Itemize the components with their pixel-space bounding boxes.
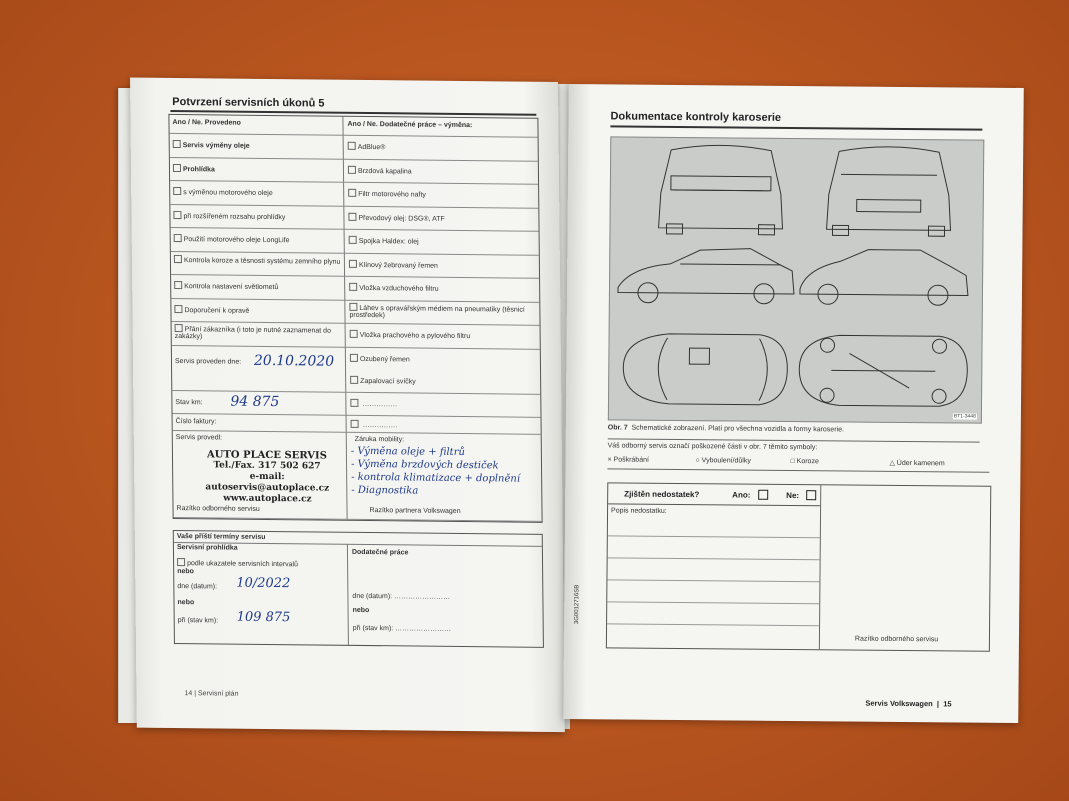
km-label: Stav km:: [175, 398, 203, 406]
left-page-title: Potvrzení servisních úkonů 5: [172, 95, 325, 110]
right-item: Zapalovací svíčky: [360, 377, 416, 386]
pri-value: 109 875: [236, 609, 291, 626]
ano-checkbox[interactable]: [758, 490, 768, 500]
left-item: Doporučení k opravě: [184, 306, 250, 315]
right-stamp-label: Razítko odborného servisu: [854, 635, 939, 644]
right-item: Klínový žebrovaný řemen: [358, 261, 438, 270]
left-item: Kontrola nastavení světlometů: [184, 283, 279, 292]
left-footer: 14 | Servisní plán: [184, 690, 239, 698]
left-item: s výměnou motorového oleje: [183, 189, 273, 198]
symbol-dent: ○ Vyboulení/důlky: [695, 457, 751, 465]
right-item: Brzdová kapalina: [357, 167, 412, 175]
servis-provedl-label: Servis provedl:: [175, 433, 223, 442]
hand-note: - kontrola klimatizace + doplnění: [351, 471, 521, 485]
hand-note: - Výměna oleje + filtrů: [350, 445, 465, 458]
left-item: Kontrola koroze a těsnosti systému zemního plynu: [183, 256, 341, 266]
next-col1: Servisní prohlídka: [176, 544, 238, 552]
servis-date-value: 20.10.2020: [253, 352, 335, 370]
service-stamp: AUTO PLACE SERVIS Tel./Fax. 317 502 627 e-mail: autoservis@autoplace.cz www.autoplace.cz: [205, 448, 330, 504]
left-page: [130, 78, 565, 733]
right-footer: Servis Volkswagen | 15: [865, 698, 952, 709]
found-label: Zjištěn nedostatek?: [624, 489, 700, 500]
zaruka-label: Záruka mobility:: [354, 435, 405, 443]
left-item: při rozšířeném rozsahu prohlídky: [183, 212, 286, 221]
ne-label: Ne:: [786, 490, 800, 501]
right-item: Vložka vzduchového filtru: [359, 284, 439, 293]
km-value: 94 875: [230, 393, 280, 410]
symbol-scratch: × Poškrábání: [607, 456, 649, 464]
damage-form: [606, 482, 991, 651]
figure-code: BT1-3448: [953, 413, 976, 420]
pri-label: při (stav km):: [177, 617, 219, 625]
right-page: [563, 84, 1024, 723]
hand-note: - Výměna brzdových destiček: [350, 458, 499, 471]
symbol-rust: □ Koroze: [790, 457, 819, 466]
left-item: Prohlídka: [182, 165, 215, 173]
col-left-header: Ano / Ne. Provedeno: [172, 118, 241, 127]
stamp-label: Razítko odborného servisu: [176, 504, 260, 513]
left-item: Servis výměny oleje: [182, 142, 250, 150]
right-item: Filtr motorového nafty: [358, 190, 426, 199]
right-item: Spojka Haldex: olej: [358, 237, 419, 246]
right-item: Láhev s opravářským médiem na pneumatiky (těsnicí prostředek): [349, 304, 525, 319]
figure-caption: Obr. 7 Schematické zobrazení. Platí pro všechna vozidla a formy karoserie.: [607, 424, 844, 434]
next-title: Vaše příští termíny servisu: [176, 533, 266, 541]
instructions: Váš odborný servis označí poškozené části v obr. 7 těmito symboly:: [607, 442, 818, 452]
symbol-stone: △ Úder kamenem: [889, 459, 945, 468]
service-table: Ano / Ne. Provedeno Ano / Ne. Dodatečné práce – výměna: Servis výměny oleje AdBlue® Prohlídka Brzdová kapalina s výměnou motorového oleje Filtr motorového nafty při rozšířeném rozsahu prohlídky Převodový olej: DSG®, ATF Použití motorového oleje LongLife Spojka Haldex: olej Kontrola koroze a těsnosti systému zemního plynu Klínový žebrovaný řemen Kontrola nastavení světlometů Vložka vzduchového filtru Doporučení k opravě Láhev s opravářským médiem na pneumatiky (těsnicí prostředek) Přání zákazníka (i toto je nutné zaznamenat do zakázky) Vložka prachového a pylového filtru Servis proveden dne: 20.10.2020 Ozubený řemen Zapalovací svíčky Stav km: 94 875 …………… Číslo faktury: …………… Servis provedl: Záruka mobility: - Výměna oleje + filtrů - Výměna brzdových destiček - kontrola klimatizace + doplnění - Diagnostika AUTO PLACE SERVIS Tel./Fax. 317 502 627 e-mail: autoservis@autoplace.cz www.autoplace.cz Razítko odborného servisu Razítko partnera Volkswagen: [168, 114, 542, 522]
dne-value: 10/2022: [236, 575, 291, 592]
next-col2: Dodatečné práce: [351, 548, 409, 557]
next-service-table: Vaše příští termíny servisu Servisní prohlídka Dodatečné práce podle ukazatele servisních intervalů nebo dne (datum): 10/2022 nebo při (stav km): 109 875 dne (datum): …………………… nebo při (stav km): ……………………: [173, 530, 544, 648]
invoice-label: Číslo faktury:: [175, 417, 217, 425]
right-item: Vložka prachového a pylového filtru: [359, 331, 471, 341]
right-item: Ozubený řemen: [359, 355, 410, 363]
col-right-header: Ano / Ne. Dodatečné práce – výměna:: [347, 120, 473, 130]
side-code: 3G0012716SB: [574, 584, 581, 625]
ne-checkbox[interactable]: [806, 490, 816, 500]
title-rule: [610, 125, 982, 130]
right-page-title: Dokumentace kontroly karoserie: [610, 110, 782, 124]
right-item: Převodový olej: DSG®, ATF: [358, 214, 445, 223]
car-schematic: [608, 136, 984, 423]
dne-label: dne (datum):: [177, 583, 218, 591]
popis-label: Popis nedostatku:: [611, 507, 667, 515]
partner-label: Razítko partnera Volkswagen: [369, 506, 461, 515]
hand-note: - Diagnostika: [351, 484, 419, 497]
left-item: Přání zákazníka (i toto je nutné zaznamenat do zakázky): [174, 326, 331, 341]
right-item: AdBlue®: [357, 143, 386, 152]
ano-label: Ano:: [732, 490, 751, 500]
servis-date-label: Servis proveden dne:: [174, 357, 242, 366]
left-item: Použití motorového oleje LongLife: [183, 236, 290, 245]
